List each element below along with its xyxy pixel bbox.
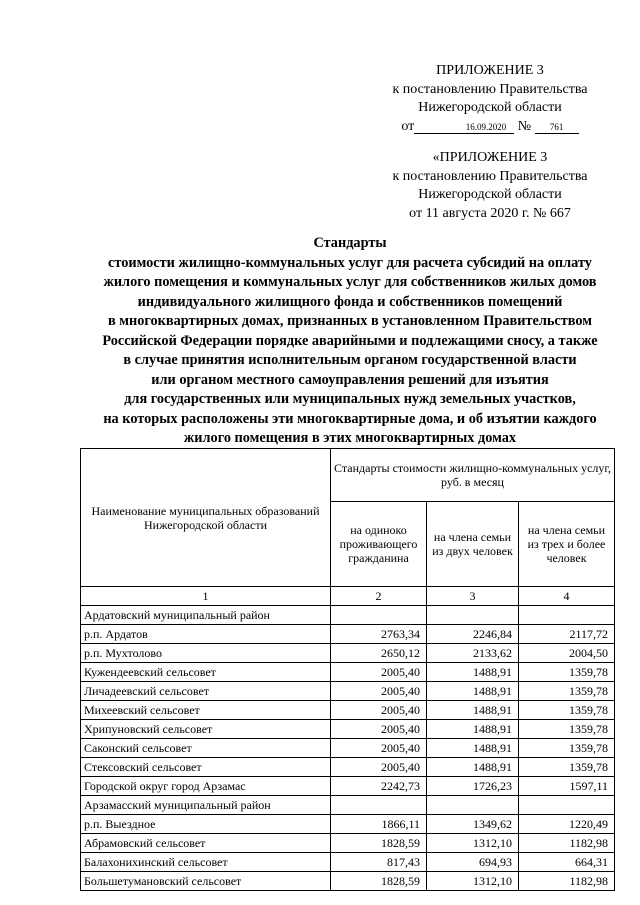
table-row <box>81 720 615 739</box>
single-resident-value: 1828,59 <box>331 872 427 891</box>
municipality-name: Кужендеевский сельсовет <box>81 663 331 682</box>
municipality-name: Личадеевский сельсовет <box>81 682 331 701</box>
municipality-column-header: Наименование муниципальных образований Нижегородской области <box>81 449 331 587</box>
title-line: жилого помещения в этих многоквартирных домах <box>183 430 517 446</box>
resolution-number: 761 <box>535 121 579 134</box>
title-line: индивидуального жилищного фонда и собственников помещений <box>137 293 563 310</box>
single-resident-value: 2005,40 <box>331 682 427 701</box>
three-plus-value: 1597,11 <box>519 777 615 796</box>
table-row <box>81 682 615 701</box>
two-person-value: 1349,62 <box>427 815 519 834</box>
three-plus-family-header: на члена семьи из трех и более человек <box>519 502 615 587</box>
municipality-name: Михеевский сельсовет <box>81 701 331 720</box>
column-number: 4 <box>519 587 615 606</box>
single-resident-value: 2763,34 <box>331 625 427 644</box>
table-row <box>81 739 615 758</box>
single-resident-value: 1828,59 <box>331 834 427 853</box>
column-number: 3 <box>427 587 519 606</box>
two-person-value: 1488,91 <box>427 739 519 758</box>
appendix-header <box>330 62 640 136</box>
three-plus-value <box>519 606 615 625</box>
title-line: стоимости жилищно-коммунальных услуг для расчета субсидий на оплату <box>108 254 592 271</box>
municipality-name: Городской округ город Арзамас <box>81 777 331 796</box>
municipality-name: Абрамовский сельсовет <box>81 834 331 853</box>
three-plus-value: 2117,72 <box>519 625 615 644</box>
two-person-value: 1726,23 <box>427 777 519 796</box>
single-resident-value <box>331 606 427 625</box>
municipality-name: Хрипуновский сельсовет <box>81 720 331 739</box>
two-person-value: 1488,91 <box>427 701 519 720</box>
two-person-value <box>427 606 519 625</box>
table-row <box>81 796 615 815</box>
table-row <box>81 663 615 682</box>
table-row <box>81 834 615 853</box>
standards-table <box>80 448 615 891</box>
title-line: в многоквартирных домах, признанных в установленном Правительством <box>107 313 593 329</box>
table-row <box>81 701 615 720</box>
table-body <box>81 606 615 891</box>
title-line: Российской Федерации порядке аварийными и подлежащими сносу, а также <box>102 332 598 349</box>
two-person-family-header: на члена семьи из двух человек <box>427 502 519 587</box>
three-plus-value: 1359,78 <box>519 663 615 682</box>
two-person-value: 1488,91 <box>427 720 519 739</box>
municipality-name: Стексовский сельсовет <box>81 758 331 777</box>
title-line: в случае принятия исполнительным органом государственной власти <box>123 352 577 368</box>
title-line: для государственных или муниципальных нужд земельных участков, <box>124 391 576 407</box>
table-row <box>81 815 615 834</box>
single-resident-header: на одиноко проживающего гражданина <box>331 502 427 587</box>
table-row <box>81 625 615 644</box>
three-plus-value: 1359,78 <box>519 720 615 739</box>
single-resident-value: 2650,12 <box>331 644 427 663</box>
three-plus-value <box>519 796 615 815</box>
three-plus-value: 1220,49 <box>519 815 615 834</box>
table-row <box>81 606 615 625</box>
municipality-name: Саконский сельсовет <box>81 739 331 758</box>
single-resident-value: 2242,73 <box>331 777 427 796</box>
resolution-date: 16.09.2020 <box>414 121 514 134</box>
two-person-value: 1312,10 <box>427 834 519 853</box>
appendix-line-3: Нижегородской области <box>418 100 562 115</box>
original-appendix-header <box>330 149 640 223</box>
two-person-value: 1312,10 <box>427 872 519 891</box>
two-person-value: 2246,84 <box>427 625 519 644</box>
two-person-value: 2133,62 <box>427 644 519 663</box>
single-resident-value: 2005,40 <box>331 663 427 682</box>
three-plus-value: 1359,78 <box>519 701 615 720</box>
title-line: на которых расположены эти многоквартирные дома, и об изъятии каждого <box>103 410 597 427</box>
municipality-name: р.п. Ардатов <box>81 625 331 644</box>
municipality-name: Ардатовский муниципальный район <box>81 606 331 625</box>
table-row <box>81 644 615 663</box>
single-resident-value: 2005,40 <box>331 720 427 739</box>
table-row <box>81 872 615 891</box>
three-plus-value: 2004,50 <box>519 644 615 663</box>
single-resident-value: 2005,40 <box>331 701 427 720</box>
three-plus-value: 664,31 <box>519 853 615 872</box>
three-plus-value: 1182,98 <box>519 872 615 891</box>
single-resident-value: 2005,40 <box>331 739 427 758</box>
two-person-value: 1488,91 <box>427 663 519 682</box>
from-label: от <box>401 118 415 134</box>
municipality-name: Балахонихинский сельсовет <box>81 853 331 872</box>
municipality-name: Арзамасский муниципальный район <box>81 796 331 815</box>
table-row <box>81 853 615 872</box>
appendix-title: ПРИЛОЖЕНИЕ 3 <box>436 63 544 78</box>
table-row <box>81 758 615 777</box>
municipality-name: Большетумановский сельсовет <box>81 872 331 891</box>
three-plus-value: 1359,78 <box>519 682 615 701</box>
original-appendix-line-3: Нижегородской области <box>418 187 562 202</box>
appendix-date-line <box>330 118 640 137</box>
two-person-value: 694,93 <box>427 853 519 872</box>
single-resident-value <box>331 796 427 815</box>
standards-group-header: Стандарты стоимости жилищно-коммунальных услуг, руб. в месяц <box>331 449 615 502</box>
municipality-name: р.п. Выездное <box>81 815 331 834</box>
single-resident-value: 817,43 <box>331 853 427 872</box>
appendix-line-2: к постановлению Правительства <box>392 81 588 97</box>
two-person-value: 1488,91 <box>427 758 519 777</box>
two-person-value <box>427 796 519 815</box>
number-sign: № <box>517 118 532 134</box>
title-line: или органом местного самоуправления решений для изъятия <box>151 371 549 388</box>
column-number: 2 <box>331 587 427 606</box>
document-title <box>70 234 630 449</box>
title-line: жилого помещения и коммунальных услуг для собственников жилых домов <box>103 274 597 290</box>
single-resident-value: 1866,11 <box>331 815 427 834</box>
three-plus-value: 1182,98 <box>519 834 615 853</box>
municipality-name: р.п. Мухтолово <box>81 644 331 663</box>
three-plus-value: 1359,78 <box>519 758 615 777</box>
three-plus-value: 1359,78 <box>519 739 615 758</box>
table-row <box>81 777 615 796</box>
single-resident-value: 2005,40 <box>331 758 427 777</box>
column-number: 1 <box>81 587 331 606</box>
title-line: Стандарты <box>313 235 387 251</box>
original-appendix-line-2: к постановлению Правительства <box>392 168 588 184</box>
original-appendix-line-4: от 11 августа 2020 г. № 667 <box>409 205 571 221</box>
original-appendix-title: «ПРИЛОЖЕНИЕ 3 <box>432 150 548 165</box>
two-person-value: 1488,91 <box>427 682 519 701</box>
